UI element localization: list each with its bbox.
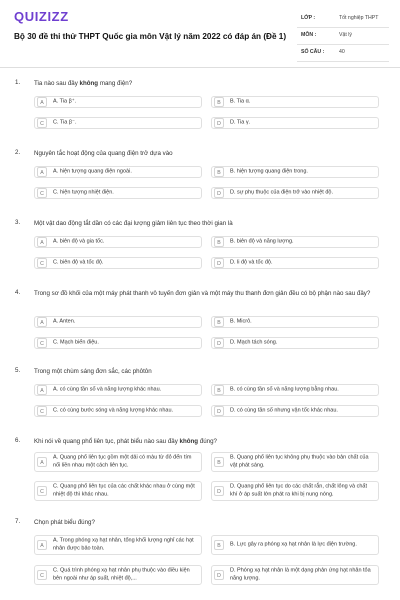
answer-option-b[interactable] xyxy=(211,236,379,248)
answer-option-c[interactable] xyxy=(34,187,202,199)
meta-row-class xyxy=(297,12,389,28)
answer-option-c[interactable] xyxy=(34,481,202,501)
option-letter-badge: D xyxy=(214,406,224,416)
answer-option-d[interactable] xyxy=(211,187,379,199)
question-text xyxy=(34,219,379,228)
option-text: B. Micrô. xyxy=(230,318,252,325)
answer-option-a[interactable] xyxy=(34,236,202,248)
answer-option-b[interactable] xyxy=(211,384,379,396)
question-text-emphasis: không xyxy=(79,80,99,87)
question-text xyxy=(34,437,379,446)
answer-option-d[interactable] xyxy=(211,117,379,129)
answer-option-b[interactable] xyxy=(211,535,379,555)
answer-option-a[interactable] xyxy=(34,452,202,472)
question-text-emphasis: không xyxy=(179,438,199,445)
question-text xyxy=(34,289,379,298)
option-text: C. Mạch biến điệu. xyxy=(53,339,99,346)
question-number: 1. xyxy=(15,79,21,86)
option-text: D. Phóng xạ hạt nhân là một dạng phản ứng hạt nhân tỏa năng lượng. xyxy=(230,567,371,581)
option-letter-badge: D xyxy=(214,570,224,580)
option-text: B. có cùng tần số và năng lượng bằng nhau. xyxy=(230,386,339,393)
option-text: A. có cùng tần số và năng lượng khác nhau. xyxy=(53,386,162,393)
option-text: C. hiện tượng nhiệt điện. xyxy=(53,189,114,196)
option-letter-badge: C xyxy=(37,406,47,416)
question-text-part: Trong một chùm sáng đơn sắc, các phôtôn xyxy=(34,368,152,375)
option-letter-badge: B xyxy=(214,457,224,467)
option-text: B. Tia α. xyxy=(230,98,251,105)
option-letter-badge: A xyxy=(37,167,47,177)
option-letter-badge: C xyxy=(37,338,47,348)
answer-option-a[interactable] xyxy=(34,535,202,555)
option-text: D. sự phụ thuộc của điện trở vào nhiệt độ. xyxy=(230,189,333,196)
question-text-part: Trong sơ đồ khối của một máy phát thanh vô tuyến đơn giản và một máy thu thanh đơn giản đều có bộ phận nào sau đây? xyxy=(34,290,371,297)
meta-label: LỚP : xyxy=(301,15,316,21)
answer-option-a[interactable] xyxy=(34,166,202,178)
question-text-part: Khi nói về quang phổ liên tục, phát biểu nào sau đây xyxy=(34,438,180,445)
option-text: A. biên độ và gia tốc. xyxy=(53,238,105,245)
option-text: C. biên độ và tốc độ. xyxy=(53,259,104,266)
meta-value: Vật lý xyxy=(339,32,352,38)
question-number: 5. xyxy=(15,367,21,374)
option-text: A. hiện tượng quang điện ngoài. xyxy=(53,168,132,175)
question-number: 7. xyxy=(15,518,21,525)
option-letter-badge: D xyxy=(214,188,224,198)
option-letter-badge: C xyxy=(37,258,47,268)
question-text xyxy=(34,367,379,376)
option-letter-badge: B xyxy=(214,385,224,395)
answer-option-d[interactable] xyxy=(211,405,379,417)
option-text: A. Tia β⁺. xyxy=(53,98,77,105)
answer-option-a[interactable] xyxy=(34,316,202,328)
option-text: D. có cùng tần số nhưng vận tốc khác nhau. xyxy=(230,407,338,414)
option-letter-badge: B xyxy=(214,97,224,107)
meta-value: Tốt nghiệp THPT xyxy=(339,15,379,21)
meta-label: SỐ CÂU : xyxy=(301,49,325,55)
answer-option-c[interactable] xyxy=(34,337,202,349)
answer-option-c[interactable] xyxy=(34,257,202,269)
option-letter-badge: C xyxy=(37,188,47,198)
option-letter-badge: A xyxy=(37,237,47,247)
answer-option-d[interactable] xyxy=(211,337,379,349)
quizizz-logo: QUIZIZZ xyxy=(14,9,69,24)
option-letter-badge: C xyxy=(37,570,47,580)
answer-option-c[interactable] xyxy=(34,405,202,417)
option-text: D. Quang phổ liên tục do các chất rắn, chất lỏng và chất khí ở áp suất lớn phát ra khi bị nung nóng. xyxy=(230,483,367,497)
question-text-part: Một vật dao động tắt dần có các đại lượng giảm liên tục theo thời gian là xyxy=(34,220,233,227)
answer-option-b[interactable] xyxy=(211,452,379,472)
option-letter-badge: A xyxy=(37,97,47,107)
question-number: 2. xyxy=(15,149,21,156)
meta-row-subject xyxy=(297,29,389,45)
option-text: D. Tia γ. xyxy=(230,119,251,126)
answer-option-b[interactable] xyxy=(211,96,379,108)
option-text: C. Quang phổ liên tục của các chất khác nhau ở cùng một nhiệt độ thì khác nhau. xyxy=(53,483,195,497)
option-letter-badge: D xyxy=(214,258,224,268)
option-letter-badge: C xyxy=(37,118,47,128)
answer-option-a[interactable] xyxy=(34,96,202,108)
option-letter-badge: C xyxy=(37,486,47,496)
option-text: A. Anten. xyxy=(53,318,76,325)
answer-option-a[interactable] xyxy=(34,384,202,396)
question-text-part: Tia nào sau đây xyxy=(34,80,80,87)
answer-option-d[interactable] xyxy=(211,481,379,501)
meta-panel xyxy=(297,12,389,63)
option-text: B. Lực gây ra phóng xạ hạt nhân là lực điện trường. xyxy=(230,541,357,548)
option-text: D. Mạch tách sóng. xyxy=(230,339,278,346)
question-text-part: Chọn phát biểu đúng? xyxy=(34,519,95,526)
answer-option-b[interactable] xyxy=(211,316,379,328)
option-letter-badge: B xyxy=(214,540,224,550)
option-letter-badge: B xyxy=(214,167,224,177)
option-text: B. hiện tượng quang điện trong. xyxy=(230,168,308,175)
option-letter-badge: B xyxy=(214,317,224,327)
answer-option-c[interactable] xyxy=(34,565,202,585)
meta-value: 40 xyxy=(339,49,345,55)
question-text xyxy=(34,518,379,527)
question-number: 6. xyxy=(15,437,21,444)
question-number: 3. xyxy=(15,219,21,226)
answer-option-b[interactable] xyxy=(211,166,379,178)
worksheet-header xyxy=(0,0,400,66)
option-text: D. li độ và tốc độ. xyxy=(230,259,273,266)
option-text: C. có cùng bước sóng và năng lượng khác nhau. xyxy=(53,407,174,414)
option-letter-badge: A xyxy=(37,385,47,395)
option-text: A. Quang phổ liên tục gồm một dải có màu từ đỏ đến tím nối liền nhau một cách liên tục. xyxy=(53,454,192,468)
answer-option-d[interactable] xyxy=(211,565,379,585)
option-letter-badge: B xyxy=(214,237,224,247)
option-text: A. Trong phóng xạ hạt nhân, tổng khối lượng nghỉ các hạt nhân được bảo toàn. xyxy=(53,537,194,551)
question-text-part: đúng? xyxy=(198,438,218,445)
page-title: Bộ 30 đề thi thử THPT Quốc gia môn Vật lý năm 2022 có đáp án (Đề 1) xyxy=(14,32,287,41)
option-text: B. Quang phổ liên tục không phụ thuộc vào bản chất của vật phát sáng. xyxy=(230,454,369,468)
option-letter-badge: D xyxy=(214,486,224,496)
option-text: C. Quá trình phóng xạ hạt nhân phụ thuộc vào điều kiện bên ngoài như áp suất, nhiệt độ,... xyxy=(53,567,190,581)
option-letter-badge: D xyxy=(214,338,224,348)
answer-option-d[interactable] xyxy=(211,257,379,269)
answer-option-c[interactable] xyxy=(34,117,202,129)
question-text xyxy=(34,79,379,88)
question-text-part: mang điện? xyxy=(98,80,133,87)
question-number: 4. xyxy=(15,289,21,296)
meta-row-count xyxy=(297,46,389,62)
option-letter-badge: A xyxy=(37,540,47,550)
option-text: B. biên độ và năng lượng. xyxy=(230,238,294,245)
question-text xyxy=(34,149,379,158)
option-letter-badge: A xyxy=(37,457,47,467)
option-letter-badge: A xyxy=(37,317,47,327)
header-divider xyxy=(0,67,400,68)
question-text-part: Nguyên tắc hoạt động của quang điện trở dựa vào xyxy=(34,150,173,157)
option-text: C. Tia β⁻. xyxy=(53,119,77,126)
option-letter-badge: D xyxy=(214,118,224,128)
meta-label: MÔN : xyxy=(301,32,317,38)
